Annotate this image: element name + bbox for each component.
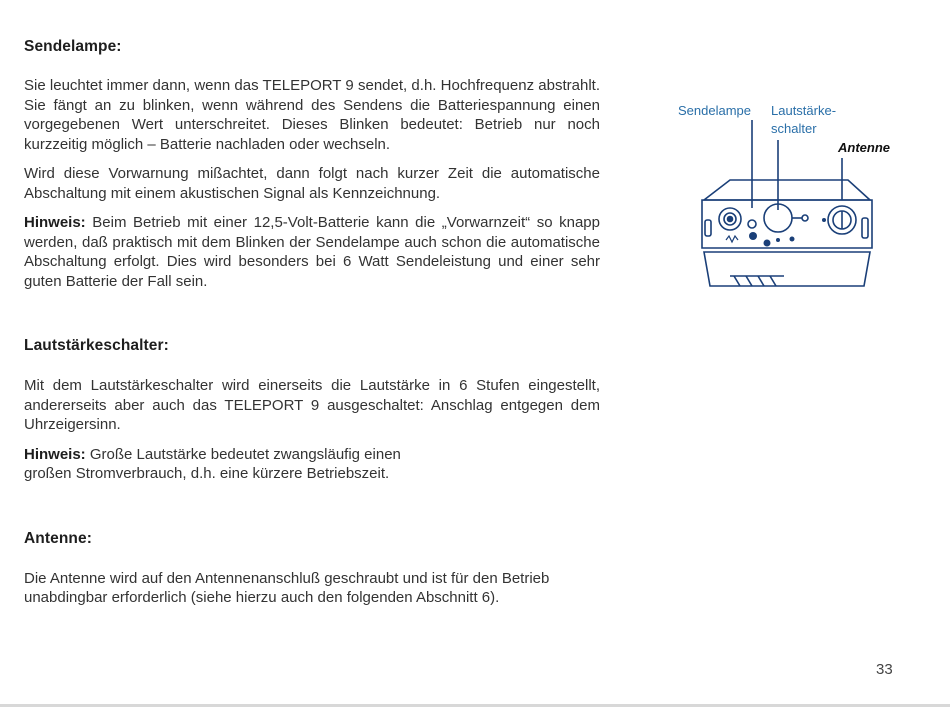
left-jack-center — [728, 217, 733, 222]
label-antenne: Antenne — [838, 140, 890, 155]
device-illustration — [674, 100, 914, 300]
hint-text-line-2: großen Stromverbrauch, d.h. eine kürzere Betriebszeit. — [24, 465, 390, 482]
label-lautstaerke-line-1: Lautstärke- — [771, 103, 837, 118]
heading-antenne: Antenne: — [24, 529, 92, 547]
volume-knob-dot — [802, 215, 808, 221]
hint-text: Beim Betrieb mit einer 12,5-Volt-Batterie kann die „Vorwarnzeit“ so knapp werden, daß praktisch mit dem Blinken der Sendelampe auch schon die automatische Abschaltung erfolgt. Dies wird besonders bei 6 Watt Sendeleistung und einer sehr guten Batterie der Fall sein. — [24, 214, 600, 290]
control-dot-2 — [764, 240, 771, 247]
hint-label: Hinweis: — [24, 445, 86, 463]
label-lautstaerke-line-2: schalter — [771, 121, 817, 136]
slit-2 — [746, 276, 752, 286]
left-bracket — [705, 220, 711, 236]
paragraph-antenne-1: Die Antenne wird auf den Antennenanschluß geschraubt und ist für den Betrieb unabdingbar erforderlich (siehe hierzu auch den folgenden Abschnitt 6). — [24, 569, 550, 606]
hint-label: Hinweis: — [24, 214, 86, 231]
control-dot-4 — [790, 237, 795, 242]
page-number: 33 — [876, 661, 893, 678]
device-front-diagram — [674, 100, 914, 300]
heading-lautstaerkeschalter: Lautstärkeschalter: — [24, 337, 169, 354]
housing-top — [704, 180, 870, 200]
slit-3 — [758, 276, 764, 286]
paragraph-lautstaerke-hint — [24, 445, 600, 484]
paragraph-lautstaerke-1: Mit dem Lautstärkeschalter wird einerseits die Lautstärke in 6 Stufen eingestellt, andererseits aber auch das TELEPORT 9 ausgeschaltet: Anschlag entgegen dem Uhrzeigersinn. — [24, 377, 600, 433]
paragraph-sendelampe-1: Sie leuchtet immer dann, wenn das TELEPORT 9 sendet, d.h. Hochfrequenz abstrahlt. Sie fängt an zu blinken, wenn während des Sendens die Batteriespannung einen vorgegebenen Wert unterschreitet. Dieses Blinken bedeutet: Betrieb nur noch kurzzeitig möglich – Batterie nachladen oder wechseln. — [24, 77, 600, 153]
right-bracket — [862, 218, 868, 238]
control-dot-5 — [822, 218, 826, 222]
bottom-rule — [0, 704, 950, 707]
slit-4 — [770, 276, 776, 286]
label-sendelampe: Sendelampe — [678, 103, 751, 118]
hint-text-line-1: Große Lautstärke bedeutet zwangsläufig einen — [85, 445, 401, 463]
paragraph-sendelampe-hint — [24, 213, 600, 291]
housing-base — [704, 252, 870, 286]
control-dot-3 — [776, 238, 780, 242]
slit-1 — [734, 276, 740, 286]
sendelampe-lamp — [748, 220, 756, 228]
paragraph-sendelampe-2: Wird diese Vorwarnung mißachtet, dann folgt nach kurzer Zeit die automatische Abschaltung mit einem akustischen Signal als Kennzeichnung. — [24, 165, 600, 202]
wave-symbol — [726, 236, 738, 242]
text-column — [24, 38, 600, 608]
control-dot-1 — [749, 232, 757, 240]
heading-sendelampe: Sendelampe: — [24, 38, 122, 55]
